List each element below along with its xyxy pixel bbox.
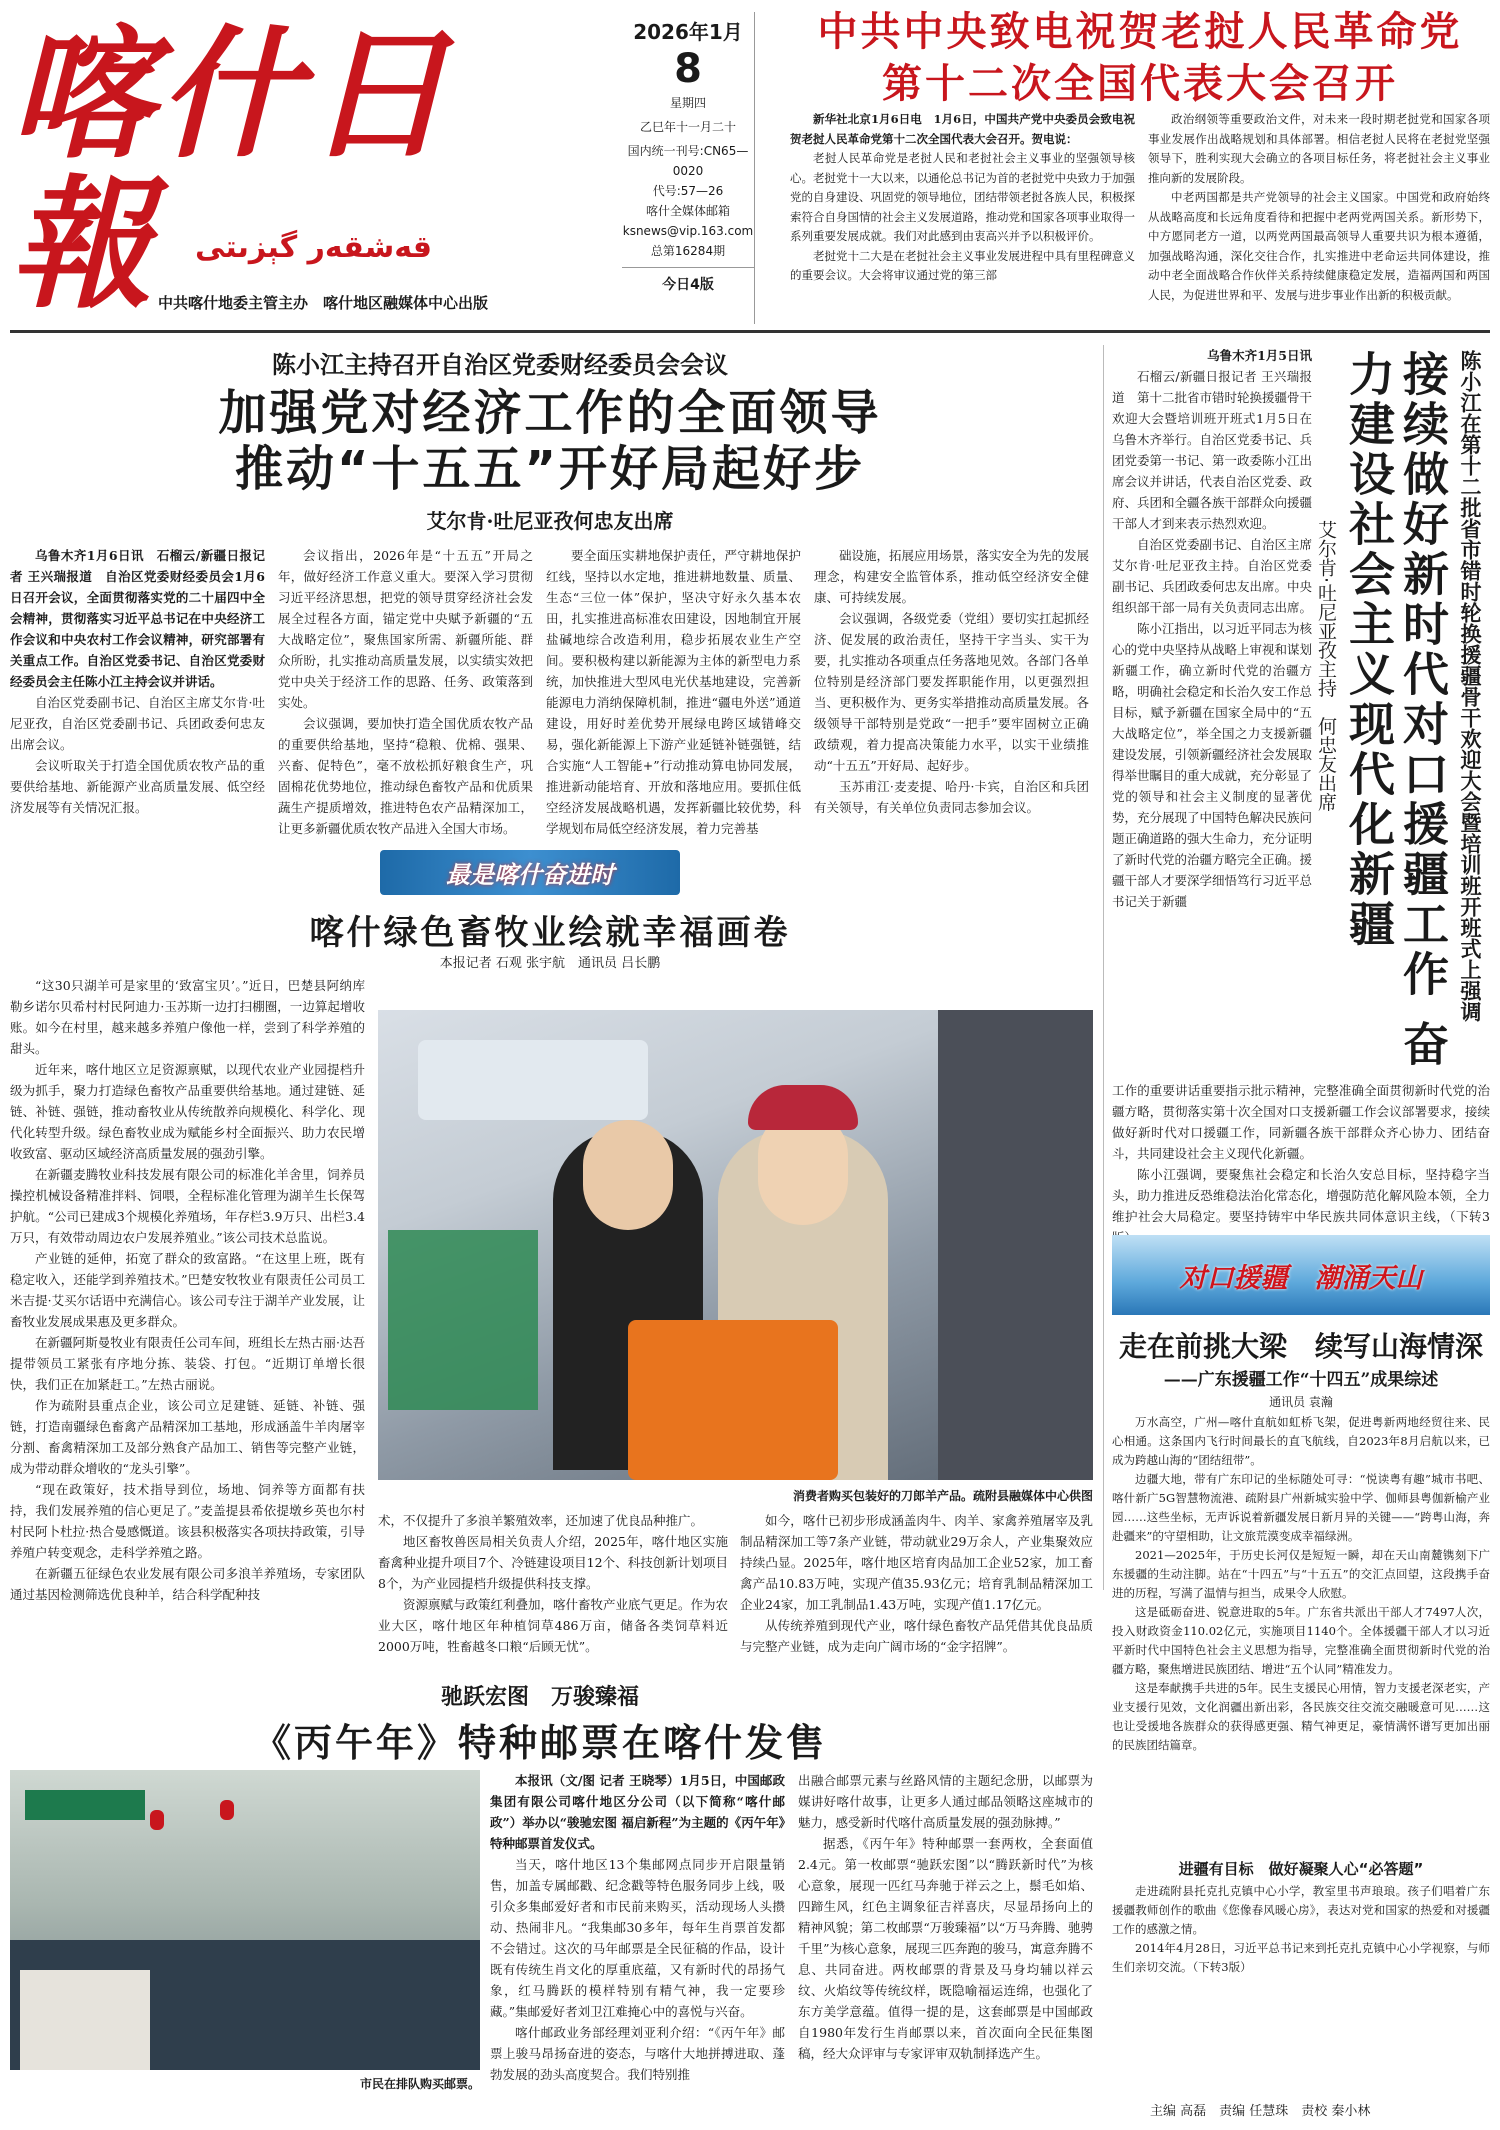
top-story-headline-2: 第十二次全国代表大会召开: [882, 61, 1398, 107]
page-editors: 主编 高磊 责编 任慧珠 责校 秦小林: [1150, 2104, 1371, 2119]
aid-para: 万水高空，广州—喀什直航如虹桥飞架，促进粤新两地经贸往来、民心相通。这条国内飞行时间最长的直飞航线，自2023年8月启航以来，已成为跨越山海的“团结纽带”。: [1112, 1415, 1490, 1467]
feature-banner-kashgar: 最是喀什奋进时: [380, 850, 680, 895]
lead-story-para: 要全面压实耕地保护责任，严守耕地保护红线，坚持以水定地，推进耕地数量、质量、生态“三位一体”保护，坚决守好永久基本农田，扎实推进高标准农田建设，因地制宜开展盐碱地综合改造利用，稳步拓展农业生产空间。要积极构建以新能源为主体的新型电力系统，加快推进大型风电光伏基地建设，完善新能源电力消纳保障机制，推进“疆电外送”通道建设，用好时差优势开展绿电跨区域错峰交易，强化新能源上下游产业延链补链强链，结合实施“人工智能+”行动推动算电协同发展，推进新动能培育、开放和落地应用。要抓住低空经济发展战略机遇，发挥新疆比较优势，科学规划布局低空经济发展，着力完善基: [546, 548, 801, 836]
lead-story-col-1: [10, 545, 265, 845]
right-story-dateline: 乌鲁木齐1月5日讯: [1207, 348, 1312, 363]
livestock-photo: [378, 1010, 1093, 1480]
masthead-sponsor: 中共喀什地委主管主办 喀什地区融媒体中心出版: [158, 294, 489, 312]
livestock-headline: 喀什绿色畜牧业绘就幸福画卷: [309, 913, 791, 953]
photo-orange-bag: [628, 1320, 838, 1480]
aid-byline: 通讯员 袁瀚: [1269, 1395, 1333, 1409]
masthead-title: 喀什日報: [10, 12, 454, 328]
photo-postal-sign: [25, 1790, 145, 1820]
right-story-para: 陈小江强调，要聚焦社会稳定和长治久安总目标，坚持稳字当头，助力推进反恐维稳法治化常态化，增强防范化解风险本领，全力维护社会大局稳定。要坚持铸牢中华民族共同体意识主线，（下转3: [1112, 1167, 1490, 1224]
aid-subhead: 进疆有目标 做好凝聚人心“必答题”: [1178, 1860, 1424, 1878]
photo-face-left: [583, 1120, 673, 1230]
stamp-para: 据悉，《丙午年》特种邮票一套两枚，全套面值2.4元。第一枚邮票“驰跃宏图”以“腾跃新时代”为核心意象，展现一匹红马奔驰于祥云之上，鬃毛如焰、四蹄生风，红色主调象征吉祥喜庆，尽显昂扬向上的精神风貌；第二枚邮票“万骏臻福”以“万马奔腾、驰骋千里”为核心意象，展现三匹奔跑的骏马，寓意奔腾不息、共同奋进。两枚邮票的背景及马身均辅以祥云纹、火焰纹等传统纹样，既隐喻福运连绵，也强化了东方美学意蕴。值得一提的是，这套邮票是中国邮政自1980年发行生肖邮票以来，首次面向全民征集图稿，经大众评审与专家评审双轨制择选产生。: [798, 1836, 1093, 2061]
issue-email: ksnews@vip.163.com: [622, 224, 754, 238]
masthead-divider: [10, 330, 1490, 333]
livestock-byline: 本报记者 石观 张宇航 通讯员 吕长鹏: [439, 956, 661, 971]
lead-story-para: 会议强调，要加快打造全国优质农牧产品的重要供给基地，坚持“稳粮、优棉、强果、兴畜、促特色”，毫不放松抓好粮食生产，巩固棉花优势地位，推动绿色畜牧产品和优质果蔬生产提质增效，推进特色农产品精深加工，让更多新疆优质农牧产品进入全国大市场。: [278, 716, 533, 836]
lead-story-sub: 艾尔肯·吐尼亚孜何忠友出席: [426, 509, 674, 533]
issue-pages: 今日4版: [622, 267, 754, 294]
top-story-headline: [790, 6, 1490, 110]
livestock-para: 如今，喀什已初步形成涵盖肉牛、肉羊、家禽养殖屠宰及乳制品精深加工等7条产业链，带动就业29万余人，产业集聚效应持续凸显。2025年，喀什地区培育肉品加工企业52家，加工畜禽产品10.83万吨，实现产值35.93亿元；培育乳制品精深加工企业24家，加工乳制品1.43万吨，实现产值1.17亿元。: [740, 1513, 1093, 1612]
livestock-para: 在新疆阿斯曼牧业有限责任公司车间，班组长左热古丽·达吾提带领员工紧张有序地分拣、装袋、打包。“近期订单增长很快，我们正在加紧赶工。”左热古丽说。: [10, 1335, 365, 1392]
masthead-uyghur: قەشقەر گېزىتى: [195, 230, 433, 265]
lead-story-col-3: [546, 545, 801, 845]
stamp-photo-caption: 市民在排队购买邮票。: [359, 2077, 480, 2091]
stamp-para: 出融合邮票元素与丝路风情的主题纪念册，以邮票为媒讲好喀什故事，让更多人通过邮品领略这座城市的魅力，感受新时代喀什高质量发展的强劲脉搏。”: [798, 1773, 1093, 1830]
stamp-para: 喀什邮政业务部经理刘亚利介绍：“《丙午年》邮票上骏马昂扬奋进的姿态，与喀什大地拼搏进取、蓬勃发展的劲头高度契合。我们特别推: [490, 2025, 785, 2082]
top-story-col-1: [790, 110, 1135, 324]
aid-body-2: [1112, 1882, 1490, 2092]
right-story-para: 石榴云/新疆日报记者 王兴瑞报道 第十二批省市错时轮换援疆骨干欢迎大会暨培训班开班式1月5日在乌鲁木齐举行。自治区党委书记、兵团党委第一书记、第一政委陈小江出席会议并讲话，代表自治区党委、政府、兵团和全疆各族干部群众向援疆干部人才到来表示热烈欢迎。: [1112, 369, 1313, 531]
issue-cn-number: 国内统一刊号:CN65—0020: [627, 144, 749, 178]
stamp-para: 本报讯（文/图 记者 王晓琴）1月5日，中国邮政集团有限公司喀什地区分公司（以下简称“喀什邮政”）举办以“骏驰宏图 福启新程”为主题的《丙午年》特种邮票首发仪式。: [490, 1773, 785, 1851]
issue-day: 8: [674, 46, 702, 92]
livestock-para: 从传统养殖到现代产业，喀什绿色畜牧产品凭借其优良品质与完整产业链，成为走向广阔市场的“金字招牌”。: [740, 1618, 1093, 1654]
lead-story-para: 自治区党委副书记、自治区主席艾尔肯·吐尼亚孜，自治区党委副书记、兵团政委何忠友出席会议。: [10, 695, 265, 752]
livestock-para: “现在政策好，技术指导到位，场地、饲养等方面都有扶持，我们发展养殖的信心更足了。”麦盖提县希依提墩乡英也尔村村民阿卜杜拉·热合曼感慨道。该县积极落实各项扶持政策，引导养殖户转变观念，走科学养殖之路。: [10, 1482, 365, 1560]
aid-para: 这是奉献携手共进的5年。民生支援民心用情，智力支援老深老实，产业支援行见效，文化润疆出新出彩，各民族交往交流交融暖意可见……这也让受援地各族群众的获得感更强、精气神更足，豪情满怀谱写更加出丽的民族团结篇章。: [1112, 1681, 1490, 1752]
lead-story-para: 会议指出，2026年是“十五五”开局之年，做好经济工作意义重大。要深入学习贯彻习近平经济思想，把党的领导贯穿经济社会发展全过程各方面，锚定党中央赋予新疆的“五大战略定位”，聚焦国家所需、新疆所能、群众所盼，扎实推动高质量发展，以实绩实效把党中央关于经济工作的思路、任务、政策落到实处。: [278, 548, 533, 710]
aid-para: 2014年4月28日，习近平总书记来到托克扎克镇中心小学视察，与师生们亲切交流。（下转3版）: [1112, 1941, 1490, 1974]
lead-story-para: 乌鲁木齐1月6日讯 石榴云/新疆日报记者 王兴瑞报道 自治区党委财经委员会1月6日召开会议，全面贯彻落实党的二十届四中全会精神，贯彻落实习近平总书记在中央经济工作会议和中央农村工作会议精神，研究部署有关重点工作。自治区党委书记、自治区党委财经委员会主任陈小江主持会议并讲话。: [10, 548, 265, 689]
stamp-photo: [10, 1770, 480, 2070]
top-story-col-2: [1148, 110, 1490, 324]
right-story-sub: 艾尔肯·吐尼亚孜主持 何忠友出席: [1315, 520, 1337, 812]
lead-story-para: 础设施，拓展应用场景，落实安全为先的发展理念，构建安全监管体系，推动低空经济安全健康、可持续发展。: [814, 548, 1090, 605]
issue-info-box: [622, 12, 755, 324]
aid-para: 走进疏附县托克扎克镇中心小学，教室里书声琅琅。孩子们唱着广东援疆教师创作的歌曲《您像春风暖心房》，表达对党和国家的热爱和对援疆工作的感激之情。: [1112, 1884, 1490, 1936]
top-story-para: 老挝党十二大是在老挝社会主义事业发展进程中具有里程碑意义的重要会议。大会将审议通过党的第三部: [790, 248, 1135, 282]
lead-story-headline-2: 推动“十五五”开好局起好步: [234, 441, 866, 497]
livestock-para: 在新疆五征绿色农业发展有限公司多浪羊养殖场，专家团队通过基因检测筛选优良种羊，结合科学配种技: [10, 1566, 365, 1602]
lead-story-para: 会议强调，各级党委（党组）要切实扛起抓经济、促发展的政治责任，坚持干字当头、实干为要，扎实推动各项重点任务落地见效。各部门各单位特别是经济部门要发挥职能作用，以更强烈担当、更积极作为、更务实举措推动高质量发展。各级领导干部特别是党政“一把手”要牢固树立正确政绩观，着力提高决策能力水平，以实干业绩推动“十五五”开好局、起好步。: [814, 611, 1090, 773]
right-story-para: 陈小江指出，以习近平同志为核心的党中央坚持从战略上审视和谋划新疆工作，确立新时代党的治疆方略，明确社会稳定和长治久安工作总目标，赋予新疆在国家全局中的“五大战略定位”，举全国之力支援新疆建设发展，引领新疆经济社会发展取得举世瞩目的重大成就，充分彰显了党的领导和社会主义制度的显著优势，充分展现了中国特色解决民族问题正确道路的强大生命力，充分证明了新时代党的治疆方略完全正确。援疆干部人才要深学细悟笃行习近平总书记关于新疆: [1112, 621, 1313, 909]
stamp-col-1: [490, 1770, 785, 2125]
top-story-para: 老挝人民革命党是老挝人民和老挝社会主义事业的坚强领导核心。老挝党十一大以来，以通伦总书记为首的老挝党中央致力于加强党的自身建设、巩固党的领导地位，团结带领老挝各族人民，积极探索符合自身国情的社会主义发展道路，推动党和国家各项事业取得一系列重要发展成就。我们对此感到由衷高兴并予以积极评价。: [790, 151, 1135, 243]
photo-lantern: [220, 1800, 234, 1820]
photo-counter: [20, 1970, 150, 2070]
livestock-para: “这30只湖羊可是家里的‘致富宝贝’。”近日，巴楚县阿纳库勒乡诺尔贝希村村民阿迪力·玉苏斯一边打扫棚圈，一边算起增收账。如今在村里，越来越多养殖户像他一样，尝到了科学养殖的甜头。: [10, 978, 365, 1056]
stamp-kicker: 驰跃宏图 万骏臻福: [440, 1684, 639, 1710]
lead-story-para: 玉苏甫江·麦麦提、哈丹·卡宾，自治区和兵团有关领导，有关单位负责同志参加会议。: [814, 779, 1089, 815]
right-story-kicker: 陈小江在第十二批省市错时轮换援疆骨干欢迎大会暨培训班开班式上强调: [1458, 350, 1482, 1022]
lead-story-kicker: 陈小江主持召开自治区党委财经委员会会议: [272, 350, 728, 379]
issue-lunar-date: 乙巳年十一月二十: [639, 120, 736, 134]
livestock-col-1: [10, 975, 365, 1602]
livestock-para: 地区畜牧兽医局相关负责人介绍，2025年，喀什地区实施畜禽种业提升项目7个、冷链建设项目12个、科技创新计划项目8个，为产业园提档升级提供科技支撑。: [378, 1534, 728, 1591]
aid-para: 2021—2025年，于历史长河仅是短短一瞬，却在天山南麓镌刻下广东援疆的生动注脚。站在“十四五”与“十五五”的交汇点回望，这段携手奋进的历程，写满了温情与担当，成果令人欣慰。: [1112, 1548, 1490, 1600]
livestock-para: 在新疆麦腾牧业科技发展有限公司的标准化羊舍里，饲养员操控机械设备精准拌料、饲喂，全程标准化管理为湖羊生长保驾护航。“公司已建成3个规模化养殖场，年存栏3.9万只、出栏3.4万只，有效带动周边农户发展养殖业。”该公司技术总监说。: [10, 1167, 365, 1245]
lead-story-headline-1: 加强党对经济工作的全面领导: [218, 385, 882, 441]
livestock-para: 资源禀赋与政策红利叠加，喀什畜牧产业底气更足。作为农业大区，喀什地区年种植饲草486万亩，储备各类饲草料近2000万吨，牲畜越冬口粮“后顾无忧”。: [378, 1597, 729, 1654]
photo-lantern: [150, 1810, 164, 1830]
lead-story-para: 会议听取关于打造全国优质农牧产品的重要供给基地、新能源产业高质量发展、低空经济发展等有关情况汇报。: [10, 758, 265, 815]
stamp-col-2: [798, 1770, 1093, 2125]
stamp-headline: 《丙午年》特种邮票在喀什发售: [252, 1721, 827, 1765]
livestock-para: 术，不仅提升了多浪羊繁殖效率，还加速了优良品种推广。: [378, 1513, 704, 1528]
right-story-wide-col: [1112, 1080, 1490, 1230]
photo-sign: [418, 1040, 648, 1120]
aid-headline: 走在前挑大梁 续写山海情深: [1118, 1330, 1483, 1363]
issue-publisher: 喀什全媒体邮箱: [645, 204, 730, 218]
issue-date: 2026年1月: [633, 20, 743, 44]
photo-hat: [748, 1085, 858, 1130]
issue-weekday: 星期四: [669, 96, 706, 110]
top-story-para: 政治纲领等重要政治文件，对未来一段时期老挝党和国家各项事业发展作出战略规划和具体部署。相信老挝人民将在老挝党坚强领导下，胜利实现大会确立的各项目标任务，将老挝社会主义事业推向新的发展阶段。: [1148, 112, 1490, 185]
aid-banner: 对口援疆 潮涌天山: [1112, 1235, 1490, 1315]
issue-code: 代号:57—26: [652, 184, 724, 198]
column-divider: [1103, 345, 1104, 1590]
aid-para: 边疆大地，带有广东印记的坐标随处可寻：“悦读粤有趣”城市书吧、喀什新广5G智慧物流港、疏附县广州新城实验中学、伽师县粤伽新榆产业园……这些坐标，无声诉说着新疆发展日新月异的关键——“跨粤山海，奔赴疆来”的守望相助，让文旅荒漠变成幸福绿洲。: [1112, 1472, 1490, 1543]
livestock-para: 作为疏附县重点企业，该公司立足建链、延链、补链、强链，打造南疆绿色畜禽产品精深加工基地，形成涵盖牛羊肉屠宰分割、畜禽精深加工及部分熟食产品加工、销售等完整产业链，成为带动群众增收的“龙头引擎”。: [10, 1398, 365, 1476]
photo-poster: [388, 1230, 538, 1410]
lead-story-headline: [150, 385, 950, 497]
right-story-para: 自治区党委副书记、自治区主席艾尔肯·吐尼亚孜主持。自治区党委副书记、兵团政委何忠友出席。中央组织部干部一局有关负责同志出席。: [1112, 537, 1313, 615]
stamp-para: 当天，喀什地区13个集邮网点同步开启限量销售，加盖专属邮戳、纪念戳等特色服务同步上线，吸引众多集邮爱好者和市民前来购买，活动现场人头攒动、热闹非凡。“我集邮30多年，每年生肖票首发都不会错过。这次的马年邮票是全民征稿的作品，设计既有传统生肖文化的厚重底蕴，又有新时代的昂扬气象，红马腾跃的模样特别有精气神，我一定要珍藏。”集邮爱好者刘卫江难掩心中的喜悦与兴奋。: [490, 1857, 785, 2019]
lead-story-col-4: [814, 545, 1089, 845]
top-story-headline-1: 中共中央致电祝贺老挝人民革命党: [817, 9, 1463, 55]
issue-number: 总第16284期: [650, 244, 726, 258]
lead-story-col-2: [278, 545, 533, 845]
livestock-para: 近年来，喀什地区立足资源禀赋，以现代农业产业园提档升级为抓手，聚力打造绿色畜牧产品重要供给基地。通过建链、延链、补链、强链，推动畜牧业从传统散养向规模化、科学化、现代化转型升级。绿色畜牧业成为赋能乡村全面振兴、助力农民增收致富、驱动区域经济高质量发展的强劲引擎。: [10, 1062, 365, 1161]
top-story-para: 新华社北京1月6日电 1月6日，中国共产党中央委员会致电祝贺老挝人民革命党第十二次全国代表大会召开。贺电说：: [790, 112, 1135, 146]
right-story-title: 接续做好新时代对口援疆工作 奋力建设社会主义现代化新疆: [1342, 350, 1450, 1071]
top-story-para: 中老两国都是共产党领导的社会主义国家。中国党和政府始终从战略高度和长远角度看待和把握中老两党两国关系。新形势下，中方愿同老方一道，以两党两国最高领导人重要共识为根本遵循，加强战略沟通，深化交往合作，扎实推进中老命运共同体建设，推动中老全面战略合作伙伴关系持续健康稳定发展，造福两国和两国人民，为促进世界和平、发展与进步事业作出新的积极贡献。: [1148, 190, 1490, 302]
livestock-para: 产业链的延伸，拓宽了群众的致富路。“在这里上班，既有稳定收入，还能学到养殖技术。”巴楚安牧牧业有限责任公司员工米吉提·艾买尔话语中充满信心。该公司专注于湖羊产业发展，让畜牧业发展成果惠及更多群众。: [10, 1251, 365, 1329]
aid-para: 这是砥砺奋进、锐意进取的5年。广东省共派出干部人才7497人次，投入财政资金110.02亿元，实施项目1140个。全体援疆干部人才以习近平新时代中国特色社会主义思想为指导，完整准确全面贯彻新时代党的治疆方略，聚焦增进民族团结、增进“五个认同”精准发力。: [1112, 1605, 1490, 1676]
right-story-para: 工作的重要讲话重要指示批示精神，完整准确全面贯彻新时代党的治疆方略，贯彻落实第十次全国对口支援新疆工作会议部署要求，接续做好新时代对口援疆工作，同新疆各族干部群众齐心协力、团结奋斗，共同建设社会主义现代化新疆。: [1112, 1083, 1490, 1161]
aid-sub: ——广东援疆工作“十四五”成果综述: [1163, 1370, 1439, 1390]
photo-background-right: [938, 1010, 1093, 1480]
livestock-photo-caption: 消费者购买包装好的刀郎羊产品。疏附县融媒体中心供图: [792, 1489, 1093, 1503]
aid-body: [1112, 1413, 1490, 1853]
